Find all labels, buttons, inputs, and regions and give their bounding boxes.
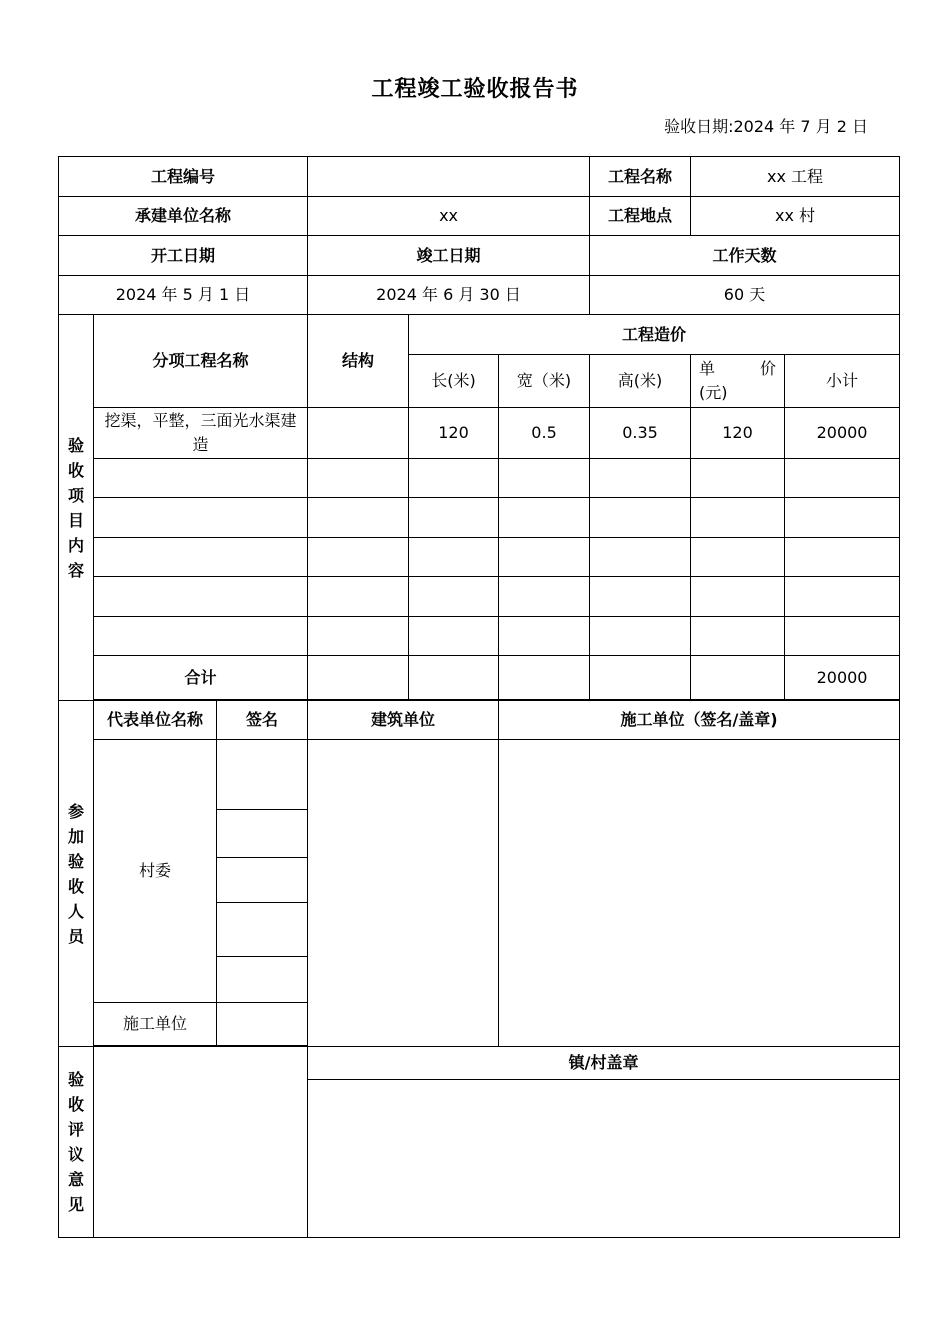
table-row xyxy=(59,408,900,459)
empty-cell[interactable] xyxy=(590,498,691,538)
empty-cell[interactable] xyxy=(409,617,499,656)
empty-cell[interactable] xyxy=(409,577,499,617)
completion-date-field[interactable]: 2024 年 6 月 30 日 xyxy=(308,276,590,315)
start-date-field[interactable]: 2024 年 5 月 1 日 xyxy=(59,276,308,315)
empty-cell[interactable] xyxy=(691,617,785,656)
contractor-label: 承建单位名称 xyxy=(59,197,308,236)
height-header: 高(米) xyxy=(590,355,691,408)
empty-cell[interactable] xyxy=(691,498,785,538)
rep-unit-header: 代表单位名称 xyxy=(94,701,217,740)
table-row xyxy=(59,538,900,577)
empty-cell[interactable] xyxy=(409,498,499,538)
unit-price-header: 单 价 (元) xyxy=(691,355,785,408)
opinion-text-box[interactable] xyxy=(94,1047,308,1238)
seal-header: 镇/村盖章 xyxy=(308,1047,900,1080)
empty-cell[interactable] xyxy=(308,656,409,700)
participants-section-label: 参 加 验 收 人 员 xyxy=(59,701,94,1047)
signature-cell[interactable] xyxy=(217,1003,308,1046)
item-length-cell[interactable]: 120 xyxy=(409,408,499,459)
construction-unit-header: 施工单位（签名/盖章) xyxy=(499,701,900,740)
signature-cell[interactable] xyxy=(217,957,308,1003)
table-row xyxy=(59,498,900,538)
signature-cell[interactable] xyxy=(217,858,308,903)
empty-cell[interactable] xyxy=(691,577,785,617)
location-label: 工程地点 xyxy=(590,197,691,236)
village-committee-cell: 村委 xyxy=(94,740,217,1003)
building-unit-header: 建筑单位 xyxy=(308,701,499,740)
acceptance-date: 验收日期:2024 年 7 月 2 日 xyxy=(664,117,868,136)
empty-cell[interactable] xyxy=(499,656,590,700)
empty-cell[interactable] xyxy=(590,617,691,656)
construction-unit-name-cell: 施工单位 xyxy=(94,1003,217,1046)
opinion-section-label: 验 收 评 议 意 见 xyxy=(59,1047,94,1238)
table-row xyxy=(59,459,900,498)
project-name-field[interactable]: xx 工程 xyxy=(691,157,900,197)
empty-cell[interactable] xyxy=(691,538,785,577)
acceptance-report-table xyxy=(58,156,900,1238)
empty-cell[interactable] xyxy=(94,617,308,656)
signature-cell[interactable] xyxy=(217,903,308,957)
empty-cell[interactable] xyxy=(409,656,499,700)
page-title: 工程竣工验收报告书 xyxy=(371,77,579,102)
empty-cell[interactable] xyxy=(308,498,409,538)
empty-cell[interactable] xyxy=(308,577,409,617)
empty-cell[interactable] xyxy=(499,617,590,656)
empty-cell[interactable] xyxy=(94,538,308,577)
item-structure-cell[interactable] xyxy=(308,408,409,459)
project-name-label: 工程名称 xyxy=(590,157,691,197)
width-header: 宽（米) xyxy=(499,355,590,408)
table-row xyxy=(59,617,900,656)
empty-cell[interactable] xyxy=(785,617,900,656)
empty-cell[interactable] xyxy=(785,577,900,617)
empty-cell[interactable] xyxy=(94,459,308,498)
empty-cell[interactable] xyxy=(590,538,691,577)
start-date-label: 开工日期 xyxy=(59,236,308,276)
length-header: 长(米) xyxy=(409,355,499,408)
empty-cell[interactable] xyxy=(691,459,785,498)
total-value[interactable]: 20000 xyxy=(785,656,900,700)
empty-cell[interactable] xyxy=(94,498,308,538)
project-no-field[interactable] xyxy=(308,157,590,197)
empty-cell[interactable] xyxy=(308,459,409,498)
empty-cell[interactable] xyxy=(499,577,590,617)
signature-cell[interactable] xyxy=(217,740,308,810)
seal-box[interactable] xyxy=(308,1080,900,1238)
work-days-field[interactable]: 60 天 xyxy=(590,276,900,315)
sub-item-name-header: 分项工程名称 xyxy=(94,315,308,408)
signature-header: 签名 xyxy=(217,701,308,740)
project-no-label: 工程编号 xyxy=(59,157,308,197)
empty-cell[interactable] xyxy=(499,538,590,577)
table-row xyxy=(59,577,900,617)
contractor-field[interactable]: xx xyxy=(308,197,590,236)
empty-cell[interactable] xyxy=(785,538,900,577)
location-field[interactable]: xx 村 xyxy=(691,197,900,236)
empty-cell[interactable] xyxy=(691,656,785,700)
item-height-cell[interactable]: 0.35 xyxy=(590,408,691,459)
empty-cell[interactable] xyxy=(499,459,590,498)
building-unit-box[interactable] xyxy=(308,740,499,1047)
item-unit-price-cell[interactable]: 120 xyxy=(691,408,785,459)
subtotal-header: 小计 xyxy=(785,355,900,408)
empty-cell[interactable] xyxy=(308,617,409,656)
item-name-cell[interactable]: 挖渠，平整，三面光水渠建造 xyxy=(94,408,308,459)
items-section-label: 验 收 项 目 内 容 xyxy=(59,315,94,701)
completion-date-label: 竣工日期 xyxy=(308,236,590,276)
total-row xyxy=(59,656,900,700)
work-days-label: 工作天数 xyxy=(590,236,900,276)
signature-cell[interactable] xyxy=(217,810,308,858)
empty-cell[interactable] xyxy=(590,577,691,617)
empty-cell[interactable] xyxy=(590,459,691,498)
cost-header: 工程造价 xyxy=(409,315,900,355)
construction-unit-box[interactable] xyxy=(499,740,900,1047)
item-width-cell[interactable]: 0.5 xyxy=(499,408,590,459)
empty-cell[interactable] xyxy=(785,498,900,538)
total-label: 合计 xyxy=(94,656,308,700)
empty-cell[interactable] xyxy=(94,577,308,617)
structure-header: 结构 xyxy=(308,315,409,408)
empty-cell[interactable] xyxy=(785,459,900,498)
empty-cell[interactable] xyxy=(409,538,499,577)
empty-cell[interactable] xyxy=(409,459,499,498)
empty-cell[interactable] xyxy=(499,498,590,538)
empty-cell[interactable] xyxy=(308,538,409,577)
empty-cell[interactable] xyxy=(590,656,691,700)
item-subtotal-cell[interactable]: 20000 xyxy=(785,408,900,459)
